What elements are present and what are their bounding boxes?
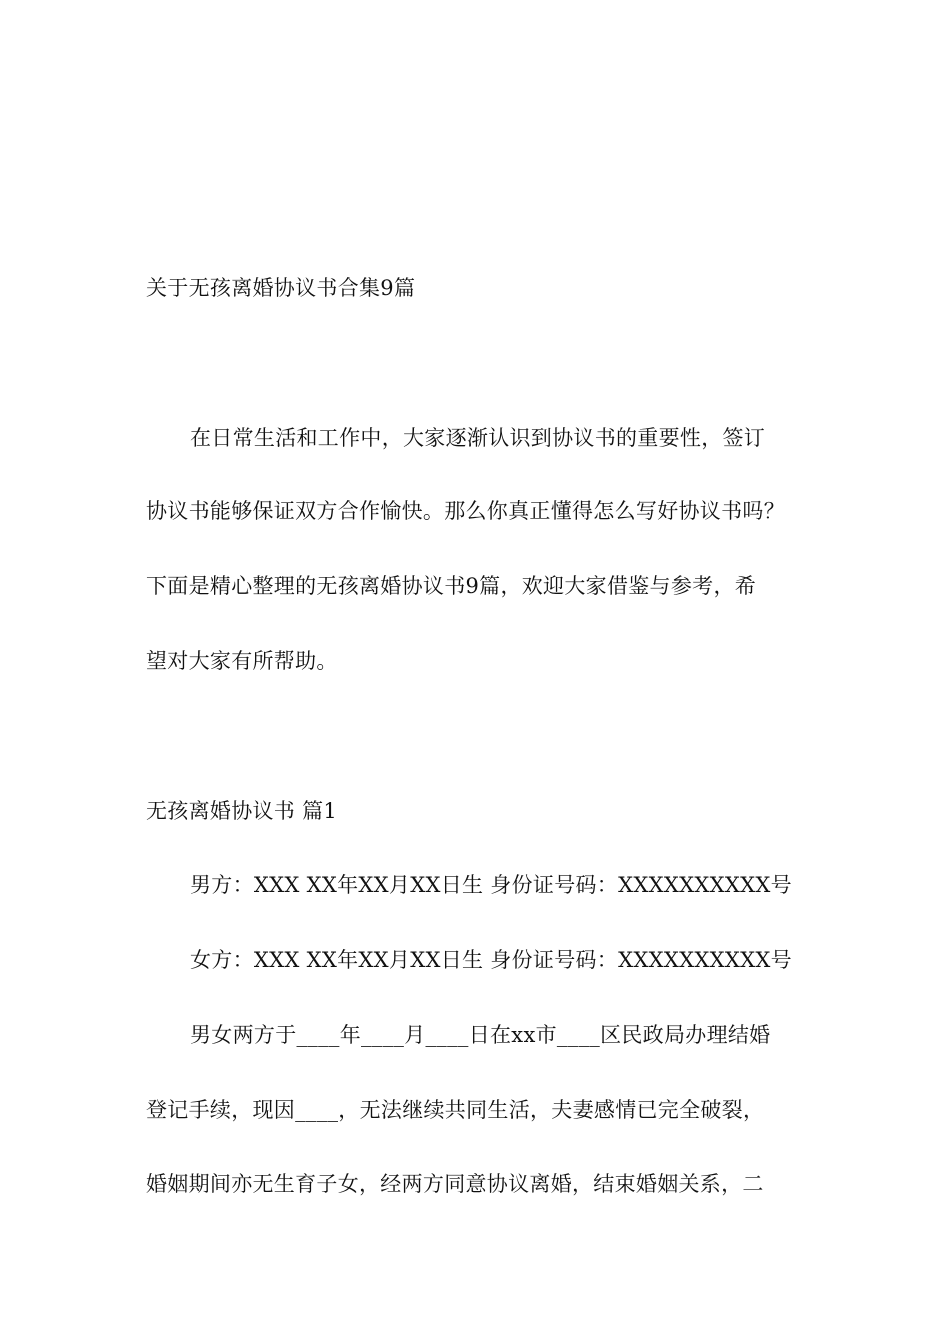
female-party-line: 女方：XXX XX年XX月XX日生 身份证号码：XXXXXXXXXX号 <box>190 948 792 972</box>
intro-paragraph-line: 下面是精心整理的无孩离婚协议书9篇，欢迎大家借鉴与参考，希 <box>146 574 757 598</box>
agreement-body-line: 登记手续，现因____，无法继续共同生活，夫妻感情已完全破裂， <box>146 1098 765 1122</box>
intro-paragraph-line: 望对大家有所帮助。 <box>146 649 338 673</box>
document-title: 关于无孩离婚协议书合集9篇 <box>146 276 416 300</box>
agreement-body-line: 男女两方于____年____月____日在xx市____区民政局办理结婚 <box>190 1023 771 1047</box>
intro-paragraph-line: 协议书能够保证双方合作愉快。那么你真正懂得怎么写好协议书吗？ <box>146 499 785 523</box>
intro-paragraph-line: 在日常生活和工作中，大家逐渐认识到协议书的重要性，签订 <box>190 426 766 450</box>
agreement-body-line: 婚姻期间亦无生育子女，经两方同意协议离婚，结束婚姻关系，二 <box>146 1172 764 1196</box>
section-heading: 无孩离婚协议书 篇1 <box>146 799 338 823</box>
male-party-line: 男方：XXX XX年XX月XX日生 身份证号码：XXXXXXXXXX号 <box>190 873 792 897</box>
